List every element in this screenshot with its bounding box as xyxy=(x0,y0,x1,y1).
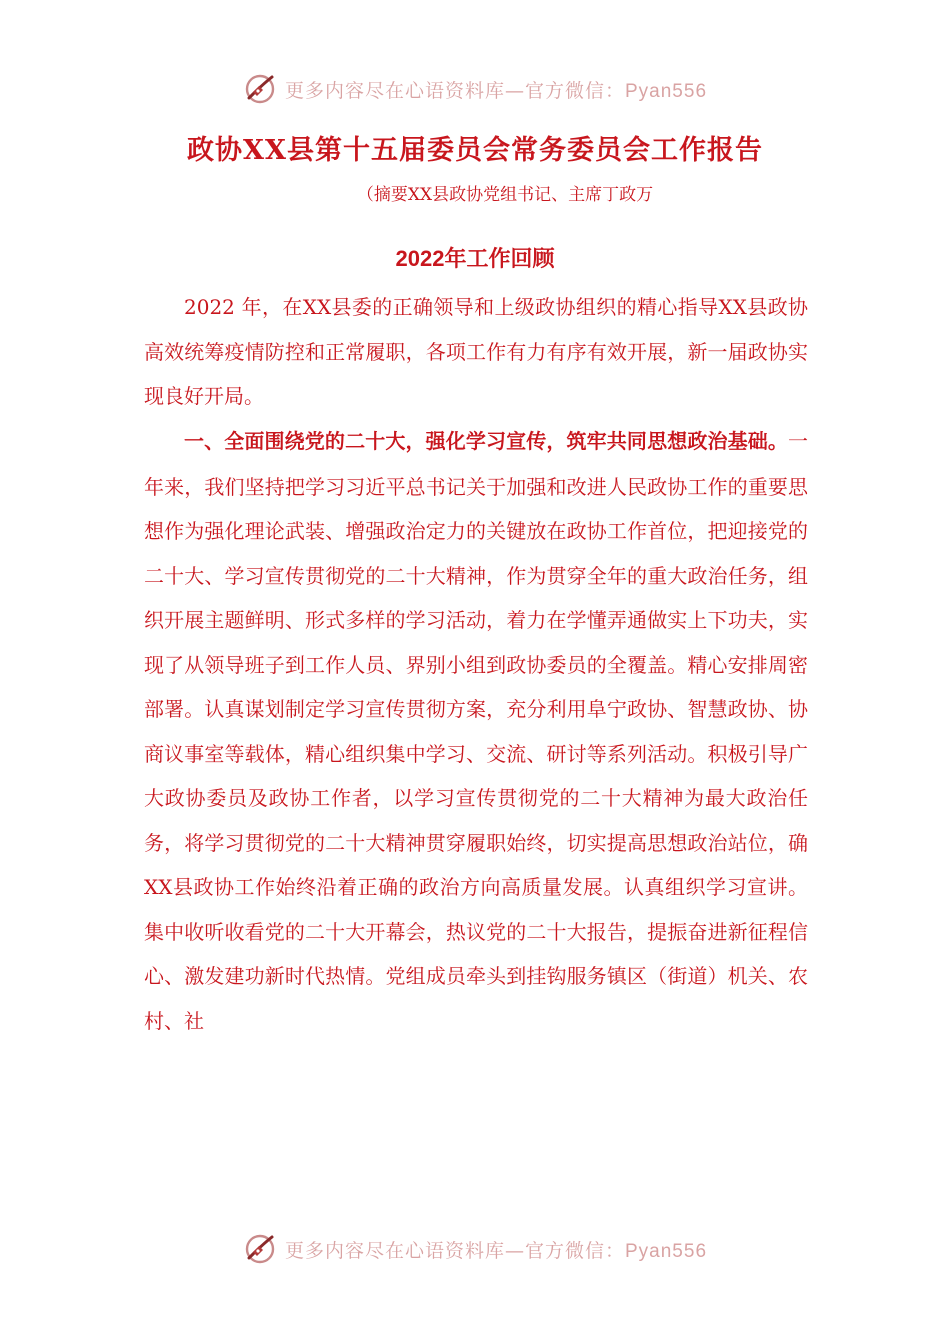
header-watermark xyxy=(0,72,950,106)
watermark-id: Pyan556 xyxy=(625,80,708,102)
watermark-text: 更多内容尽在心语资料库—官方微信：Pyan556 xyxy=(284,1239,708,1262)
pen-nib-logo-icon xyxy=(243,1232,277,1266)
document-title: 政协XX县第十五届委员会常务委员会工作报告 xyxy=(187,135,763,166)
document-subtitle: （摘要XX县政协党组书记、主席丁政万 xyxy=(356,185,654,205)
body-paragraph xyxy=(144,419,808,1043)
pen-nib-logo-icon xyxy=(243,72,277,106)
watermark-id: Pyan556 xyxy=(625,1240,708,1262)
watermark-text: 更多内容尽在心语资料库—官方微信：Pyan556 xyxy=(284,79,708,102)
paragraph-lead: 一、全面围绕党的二十大，强化学习宣传，筑牢共同思想政治基础。 xyxy=(184,431,788,453)
paragraph-body: 一年来，我们坚持把学习习近平总书记关于加强和改进人民政协工作的重要思想作为强化理论武装、增强政治定力的关键放在政协工作首位，把迎接党的二十大、学习宣传贯彻党的二十大精神，作为贯穿全年的重大政治任务，组织开展主题鲜明、形式多样的学习活动，着力在学懂弄通做实上下功夫，实现了从领导班子到工作人员、界别小组到政协委员的全覆盖。精心安排周密部署。认真谋划制定学习宣传贯彻方案，充分利用阜宁政协、智慧政协、协商议事室等载体，精心组织集中学习、交流、研讨等系列活动。积极引导广大政协委员及政协工作者，以学习宣传贯彻党的二十大精神为最大政治任务，将学习贯彻党的二十大精神贯穿履职始终，切实提高思想政治站位，确XX县政协工作始终沿着正确的政治方向高质量发展。认真组织学习宣讲。集中收听收看党的二十大开幕会，热议党的二十大报告，提振奋进新征程信心、激发建功新时代热情。党组成员牵头到挂钩服务镇区（街道）机关、农村、社 xyxy=(144,429,808,1033)
section-title: 2022年工作回顾 xyxy=(395,246,555,271)
footer-watermark xyxy=(0,1232,950,1266)
intro-paragraph: 2022 年，在XX县委的正确领导和上级政协组织的精心指导XX县政协高效统筹疫情防控和正常履职，各项工作有力有序有效开展，新一届政协实现良好开局。 xyxy=(144,295,808,408)
